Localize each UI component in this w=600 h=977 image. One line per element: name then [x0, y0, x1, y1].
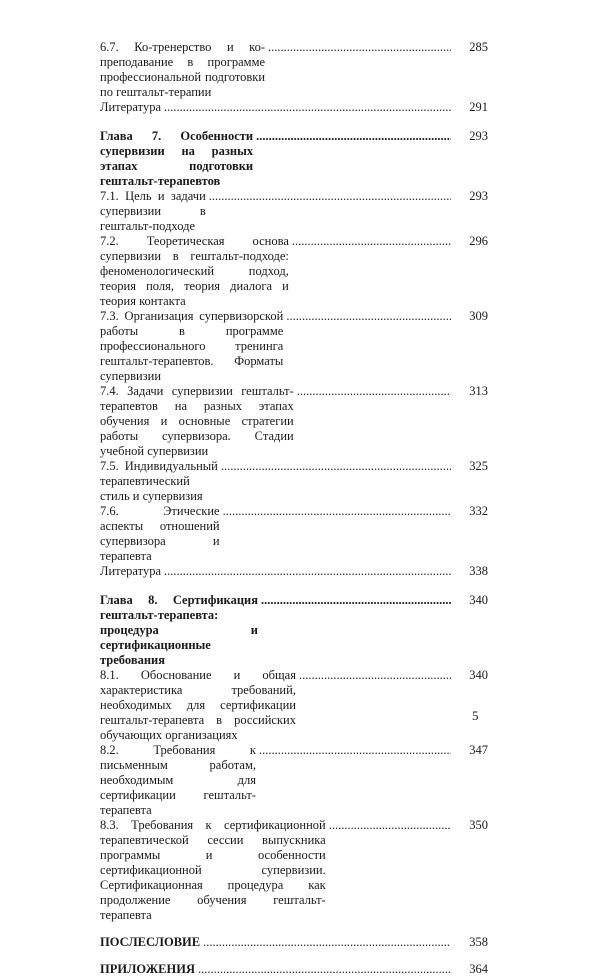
leader-dots [259, 743, 451, 758]
toc-entry-page: 285 [469, 40, 488, 54]
leader-dots [329, 818, 451, 833]
toc-entry-page: 340 [469, 668, 488, 682]
leader-dots [268, 40, 451, 55]
toc-entry-title: Литература [100, 100, 161, 114]
table-of-contents [100, 40, 488, 977]
leader-dots [299, 668, 451, 683]
leader-dots [209, 189, 451, 204]
toc-entry-literature-7 [100, 564, 488, 579]
toc-afterword [100, 935, 488, 950]
leader-dots [297, 384, 451, 399]
toc-chapter-8 [100, 593, 488, 668]
toc-entry-title: ПОСЛЕСЛОВИЕ [100, 935, 201, 949]
leader-dots [223, 504, 451, 519]
toc-entry-page: 358 [469, 935, 488, 949]
toc-entry-title: Глава 7. Особенности супервизии на разных этапах подготовки гештальт-терапевтов [100, 129, 254, 188]
toc-entry-page: 350 [469, 818, 488, 832]
toc-entry-title: Литература [100, 564, 161, 578]
toc-entry-title: 7.5. Индивидуальный терапевтический стиль и супервизия [100, 459, 218, 503]
toc-entry-page: 309 [469, 309, 488, 323]
leader-dots [221, 459, 451, 474]
toc-entry-8-2 [100, 743, 488, 818]
toc-entry-7-2 [100, 234, 488, 309]
toc-entry-page: 291 [469, 100, 488, 114]
toc-chapter-7 [100, 129, 488, 189]
toc-entry-title: 8.1. Обоснование и общая характеристика требований, необходимых для сертификации гештальт-терапевта в российских обучающих организациях [100, 668, 296, 742]
leader-dots [261, 593, 451, 608]
leader-dots [164, 564, 451, 579]
toc-entry-title: 8.3. Требования к сертификационной терапевтической сессии выпускника программы и особенности сертификационной супервизии. Сертификационная процедура как продолжение обучения гештальт-терапевта [100, 818, 326, 922]
toc-entry-page: 332 [469, 504, 488, 518]
toc-entry-title: 8.2. Требования к письменным работам, необходимым для сертификации гештальт-терапевта [100, 743, 256, 817]
toc-entry-page: 296 [469, 234, 488, 248]
toc-entry-title: 7.1. Цель и задачи супервизии в гештальт-подходе [100, 189, 206, 233]
toc-entry-7-4 [100, 384, 488, 459]
leader-dots [164, 100, 451, 115]
page-number: 5 [472, 708, 479, 723]
toc-entry-page: 313 [469, 384, 488, 398]
leader-dots [256, 129, 451, 144]
leader-dots [198, 962, 451, 977]
toc-appendices [100, 962, 488, 977]
toc-entry-title: 7.3. Организация супервизорской работы в программе профессионального тренинга гештальт-терапевтов. Форматы супервизии [100, 309, 284, 383]
toc-entry-title: Глава 8. Сертификация гештальт-терапевта: процедура и сертификационные требования [100, 593, 258, 667]
toc-entry-page: 340 [469, 593, 488, 607]
toc-entry-8-3 [100, 818, 488, 923]
toc-entry-page: 325 [469, 459, 488, 473]
toc-entry-page: 364 [469, 962, 488, 976]
leader-dots [203, 935, 451, 950]
toc-entry-page: 293 [469, 129, 488, 143]
toc-entry-title: 6.7. Ко-тренерство и ко-преподавание в программе профессиональной подготовки по гештальт-терапии [100, 40, 266, 99]
toc-entry-7-6 [100, 504, 488, 564]
toc-entry-8-1 [100, 668, 488, 743]
toc-entry-title: 7.2. Теоретическая основа супервизии в гештальт-подходе: феноменологический подход, теория поля, теория диалога и теория контакта [100, 234, 289, 308]
toc-entry-page: 338 [469, 564, 488, 578]
toc-entry-title: ПРИЛОЖЕНИЯ [100, 962, 195, 976]
toc-entry-title: 7.6. Этические аспекты отношений супервизора и терапевта [100, 504, 220, 563]
toc-entry-6-7 [100, 40, 488, 100]
toc-entry-title: 7.4. Задачи супервизии гештальт-терапевтов на разных этапах обучения и основные стратегии работы супервизора. Стадии учебной супервизии [100, 384, 294, 458]
leader-dots [286, 309, 451, 324]
toc-entry-7-1 [100, 189, 488, 234]
toc-entry-page: 347 [469, 743, 488, 757]
toc-entry-7-5 [100, 459, 488, 504]
leader-dots [292, 234, 451, 249]
toc-entry-page: 293 [469, 189, 488, 203]
toc-entry-literature-6 [100, 100, 488, 115]
toc-entry-7-3 [100, 309, 488, 384]
